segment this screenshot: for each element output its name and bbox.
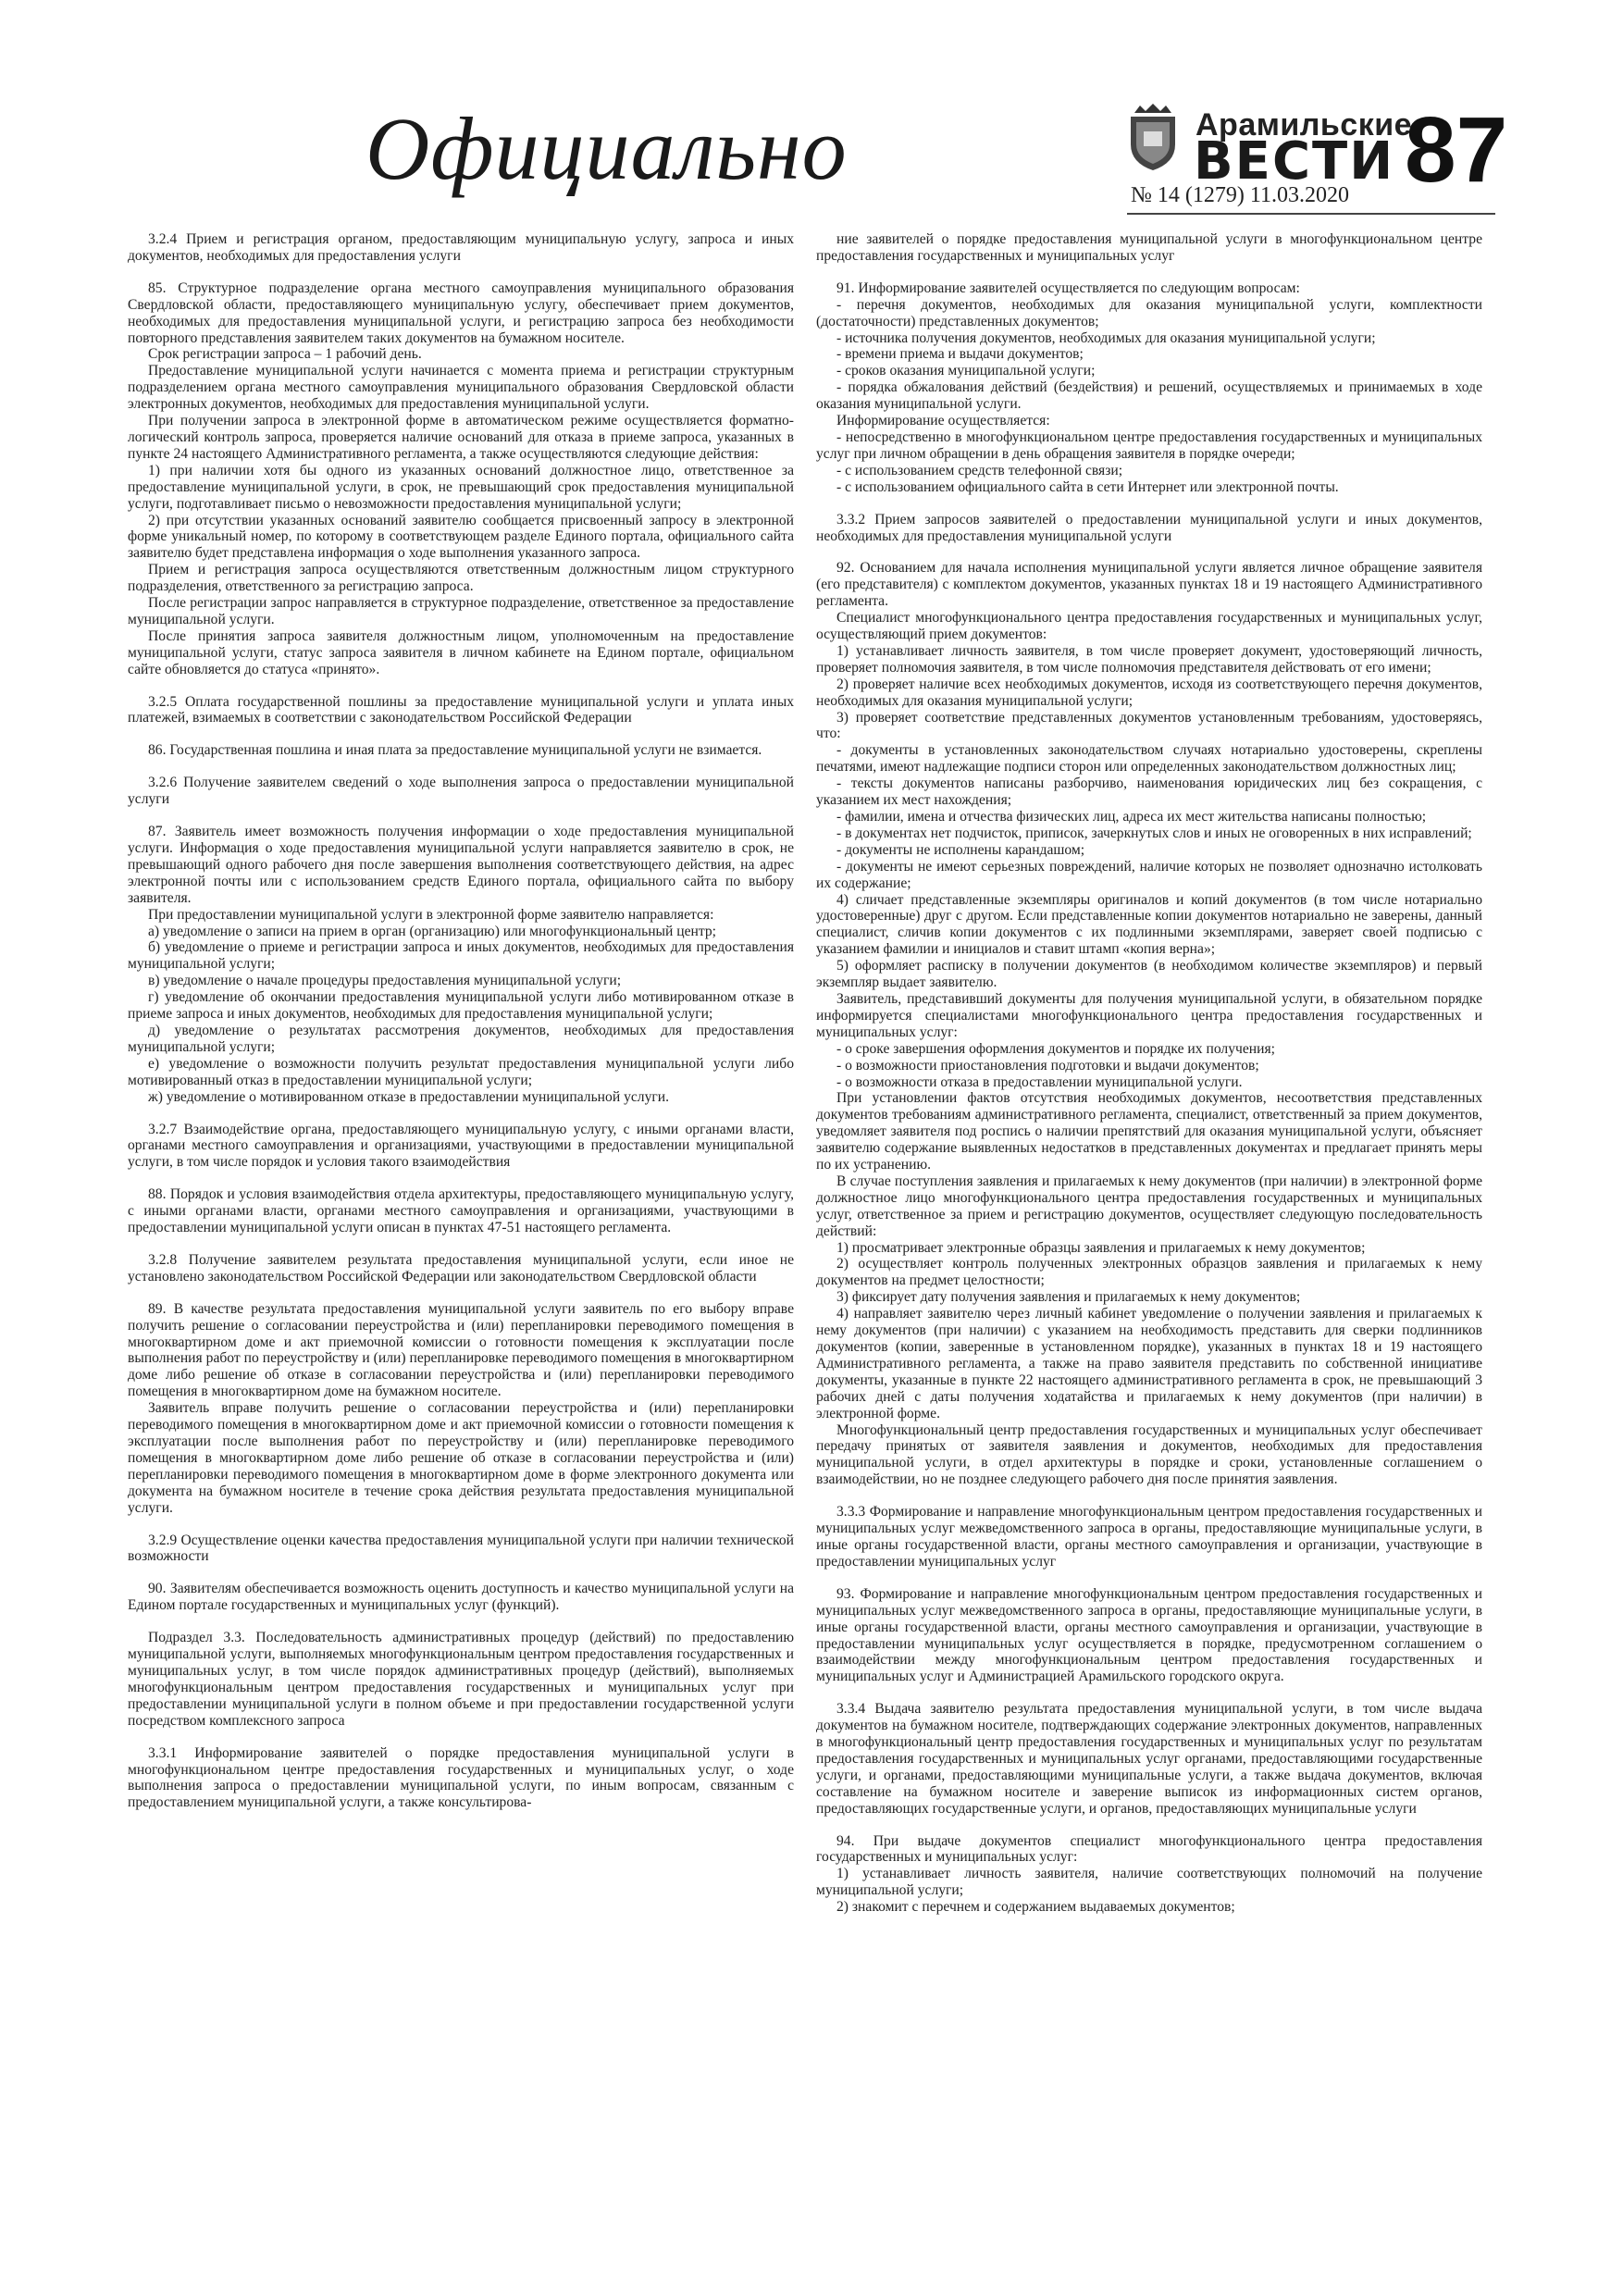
section-title: Официально xyxy=(365,99,848,198)
paragraph: 94. При выдаче документов специалист многофункционального центра предоставления государственных и муниципальных услуг: xyxy=(816,1832,1482,1866)
paragraph: 3.2.8 Получение заявителем результата предоставления муниципальной услуги, если иное не установлено законодательством Российской Федерации или законодательством Свердловской области xyxy=(128,1251,794,1285)
paragraph: 3.2.9 Осуществление оценки качества предоставления муниципальной услуги при наличии технической возможности xyxy=(128,1532,794,1565)
paragraph: В случае поступления заявления и прилагаемых к нему документов (при наличии) в электронной форме должностное лицо многофункционального центра предоставления государственных и муниципальных услуг, ответственное за прием и регистрацию документов, осуществляет следующую последовательность действий: xyxy=(816,1173,1482,1239)
paragraph: 3.2.4 Прием и регистрация органом, предоставляющим муниципальную услугу, запроса и иных документов, необходимых для предоставления услуги xyxy=(128,231,794,264)
paragraph: 2) при отсутствии указанных оснований заявителю сообщается присвоенный запросу в электронной форме уникальный номер, по которому в соответствующем разделе Единого портала, официального сайта заявителю будет представлена информация о ходе выполнения указанного запроса. xyxy=(128,512,794,562)
paragraph: После принятия запроса заявителя должностным лицом, уполномоченным на предоставление муниципальной услуги, статус запроса заявителя в личном кабинете на Едином портале, официальном сайте обновляется до статуса «принято». xyxy=(128,627,794,677)
paragraph: 5) оформляет расписку в получении документов (в необходимом количестве экземпляров) и первый экземпляр выдает заявителю. xyxy=(816,958,1482,991)
paragraph: 1) устанавливает личность заявителя, в том числе проверяет документ, удостоверяющий личность, проверяет полномочия заявителя, в том числе полномочия представителя действовать от его имени; xyxy=(816,642,1482,676)
paragraph: Специалист многофункционального центра предоставления государственных и муниципальных услуг, осуществляющий прием документов: xyxy=(816,610,1482,643)
paragraph: 3.2.7 Взаимодействие органа, предоставляющего муниципальную услугу, с иными органами власти, органами местного самоуправления и организациями, участвующими в предоставлении муниципальной услуги, в том числе порядок и условия такого взаимодействия xyxy=(128,1121,794,1171)
paragraph: - непосредственно в многофункциональном центре предоставления государственных и муниципальных услуг при личном обращении в день обращения заявителя в порядке очереди; xyxy=(816,428,1482,462)
paragraph: - о возможности отказа в предоставлении муниципальной услуги. xyxy=(836,1074,1243,1090)
paragraph: 3.2.6 Получение заявителем сведений о ходе выполнения запроса о предоставлении муниципальной услуги xyxy=(128,775,794,808)
paragraph: 86. Государственная пошлина и иная плата за предоставление муниципальной услуги не взимается. xyxy=(148,742,762,759)
paragraph: - документы в установленных законодательством случаях нотариально удостоверены, скреплены печатями, имеют надлежащие подписи сторон или определенных законодательством должностных лиц; xyxy=(816,742,1482,776)
issue-number-date: № 14 (1279) 11.03.2020 xyxy=(1131,183,1349,207)
paragraph: 3) фиксирует дату получения заявления и прилагаемых к нему документов; xyxy=(836,1289,1301,1306)
paragraph-gap xyxy=(128,759,794,775)
paragraph-gap xyxy=(816,1818,1482,1833)
brand-title: ВЕСТИ xyxy=(1194,131,1395,192)
paragraph: 2) проверяет наличие всех необходимых документов, исходя из соответствующего перечня документов, необходимых для оказания муниципальной услуги; xyxy=(816,676,1482,709)
paragraph-gap xyxy=(128,1285,794,1301)
coat-of-arms-icon xyxy=(1127,104,1179,172)
paragraph: Многофункциональный центр предоставления государственных и муниципальных услуг обеспечивает передачу принятых от заявителя заявления и документов, необходимых для предоставления муниципальной услуги, в отдел архитектуры в порядке и сроки, установленные соглашением о взаимодействии, но не позднее следующего рабочего дня после принятия заявления. xyxy=(816,1421,1482,1488)
paragraph: - с использованием официального сайта в сети Интернет или электронной почты. xyxy=(836,478,1339,495)
paragraph-gap xyxy=(128,1614,794,1630)
paragraph-gap xyxy=(816,1685,1482,1701)
paragraph: 3.3.2 Прием запросов заявителей о предоставлении муниципальной услуги и иных документов, необходимых для предоставления муниципальной услуги xyxy=(816,511,1482,544)
paragraph-gap xyxy=(816,265,1482,280)
paragraph: 3.3.1 Информирование заявителей о порядке предоставления муниципальной услуги в многофункциональном центре предоставления государственных и муниципальных услуг, о ходе выполнения запроса о предоставлении муниципальной услуги, по иным вопросам, связанным с предоставлением муниципальной услуги, а также консультирова- xyxy=(128,1744,794,1811)
paragraph-gap xyxy=(816,496,1482,512)
paragraph: При установлении фактов отсутствия необходимых документов, несоответствия представленных документов требованиям административного регламента, специалист, ответственный за прием документов, уведомляет заявителя под роспись о наличии препятствий для оказания муниципальной услуги, объясняет заявителю содержание выявленных недостатков в представленных документах и предлагает принять меры по их устранению. xyxy=(816,1090,1482,1173)
paragraph-gap xyxy=(816,544,1482,560)
paragraph: 3.3.4 Выдача заявителю результата предоставления муниципальной услуги, в том числе выдача документов на бумажном носителе, подтверждающих содержание электронных документов, направленных в многофункциональный центр предоставления государственных и муниципальных услуг по результатам предоставления государственных и муниципальных услуг органами, предоставляющими государственные услуги, и органами, предоставляющими муниципальные услуги, а также выдача документов, включая составление на бумажном носителе и заверение выписок из информационных систем органов, предоставляющих государственные услуги, и органов, предоставляющих муниципальные услуги xyxy=(816,1701,1482,1817)
paragraph: д) уведомление о результатах рассмотрения документов, необходимых для предоставления муниципальной услуги; xyxy=(128,1022,794,1055)
paragraph: - документы не имеют серьезных повреждений, наличие которых не позволяет однозначно истолковать их содержание; xyxy=(816,858,1482,891)
paragraph-gap xyxy=(816,1570,1482,1586)
paragraph: б) уведомление о приеме и регистрации запроса и иных документов, необходимых для предоставления муниципальной услуги; xyxy=(128,939,794,973)
paragraph: в) уведомление о начале процедуры предоставления муниципальной услуги; xyxy=(148,973,622,989)
paragraph-gap xyxy=(816,1488,1482,1504)
paragraph: 4) сличает представленные экземпляры оригиналов и копий документов (в том числе нотариально удостоверенные) друг с другом. Если представленные копии документов нотариально не заверены, данный специалист, сличив копии документов с их подлинными экземплярами, заверяет своей подписью с указанием фамилии и инициалов и ставит штамп «копия верна»; xyxy=(816,891,1482,958)
paragraph: - фамилии, имена и отчества физических лиц, адреса их мест жительства написаны полностью; xyxy=(836,809,1427,825)
paragraph-gap xyxy=(128,265,794,280)
paragraph: - документы не исполнены карандашом; xyxy=(836,841,1085,858)
paragraph: При получении запроса в электронной форме в автоматическом режиме осуществляется форматно-логический контроль запроса, проверяется наличие оснований для отказа в приеме запроса, указанных в пункте 24 настоящего Административного регламента, а также осуществляются следующие действия: xyxy=(128,413,794,462)
paragraph-gap xyxy=(128,1171,794,1186)
paragraph: 85. Структурное подразделение органа местного самоуправления муниципального образования Свердловской области, предоставляющего муниципальную услугу, обеспечивает прием документов, необходимых для предоставления муниципальной услуги, и регистрацию запроса без необходимости повторного представления заявителем таких документов на бумажном носителе. xyxy=(128,279,794,346)
paragraph: - порядка обжалования действий (бездействия) и решений, осуществляемых и принимаемых в ходе оказания муниципальной услуги. xyxy=(816,379,1482,413)
paragraph: 2) знакомит с перечнем и содержанием выдаваемых документов; xyxy=(836,1899,1235,1916)
paragraph: - сроков оказания муниципальной услуги; xyxy=(836,363,1096,379)
paragraph: Подраздел 3.3. Последовательность административных процедур (действий) по предоставлению муниципальной услуги, выполняемых многофункциональным центром предоставления государственных и муниципальных услуг, в том числе порядок административных процедур (действий), выполняемых многофункциональным центром предоставления государственных и муниципальных услуг при предоставлении муниципальной услуги в полном объеме и при предоставлении государственной услуги посредством комплексного запроса xyxy=(128,1630,794,1729)
brand-subtitle: Арамильские xyxy=(1196,107,1413,143)
paragraph: - тексты документов написаны разборчиво, наименования юридических лиц без сокращения, с указанием их мест нахождения; xyxy=(816,776,1482,809)
page-header xyxy=(0,0,1623,222)
paragraph: ние заявителей о порядке предоставления муниципальной услуги в многофункциональном центре предоставления государственных и муниципальных услуг xyxy=(816,231,1482,264)
paragraph-gap xyxy=(128,1730,794,1745)
paragraph: - перечня документов, необходимых для оказания муниципальной услуги, комплектности (достаточности) представленных документов; xyxy=(816,296,1482,329)
paragraph: 91. Информирование заявителей осуществляется по следующим вопросам: xyxy=(836,279,1300,296)
paragraph: - о сроке завершения оформления документов и порядке их получения; xyxy=(836,1040,1275,1057)
paragraph: 3) проверяет соответствие представленных документов установленным требованиям, удостоверяясь, что: xyxy=(816,709,1482,742)
paragraph: Прием и регистрация запроса осуществляются ответственным должностным лицом структурного подразделения, ответственного за регистрацию запроса. xyxy=(128,562,794,595)
page-number: 87 xyxy=(1405,98,1508,202)
paragraph-gap xyxy=(128,726,794,742)
paragraph-gap xyxy=(128,1517,794,1533)
paragraph: 87. Заявитель имеет возможность получения информации о ходе предоставления муниципальной услуги. Информация о ходе предоставления муниципальной услуги направляется заявителю в срок, не превышающий одного рабочего дня после завершения выполнения соответствующего действия, на адрес электронной почты или с использованием средств Единого портала, официального сайта по выбору заявителя. xyxy=(128,824,794,906)
right-text-column xyxy=(816,231,1482,2267)
paragraph: 88. Порядок и условия взаимодействия отдела архитектуры, предоставляющего муниципальную услугу, с иными органами власти, органами местного самоуправления и организациями, участвующими в предоставлении муниципальной услуги описан в пунктах 47-51 настоящего регламента. xyxy=(128,1186,794,1236)
paragraph: 2) осуществляет контроль полученных электронных образцов заявления и прилагаемых к нему документов на предмет целостности; xyxy=(816,1256,1482,1289)
paragraph: - о возможности приостановления подготовки и выдачи документов; xyxy=(836,1057,1259,1074)
paragraph: 93. Формирование и направление многофункциональным центром предоставления государственных и муниципальных услуг межведомственного запроса в органы, предоставляющие муниципальные услуги, в иные органы государственной власти, органы местного самоуправления и организации, участвующие в предоставлении муниципальных услуг осуществляется в порядке, предусмотренном соглашением о взаимодействии между многофункциональным центром предоставления государственных и муниципальных услуг и Администрацией Арамильского городского округа. xyxy=(816,1585,1482,1685)
paragraph-gap xyxy=(128,1236,794,1252)
paragraph: 3.3.3 Формирование и направление многофункциональным центром предоставления государственных и муниципальных услуг межведомственного запроса в органы, предоставляющие муниципальные услуги, в иные органы государственной власти, органы местного самоуправления и организации, участвующие в предоставлении муниципальных услуг xyxy=(816,1504,1482,1570)
paragraph: 4) направляет заявителю через личный кабинет уведомление о получении заявления и прилагаемых к нему документов (при наличии) с указанием на необходимость представить для сверки подлинников документов (копии, заверенные в установленном порядке), указанных в пунктах 18 и 19 настоящего Административного регламента, а также на право заявителя представить по собственной инициативе документы, указанные в пункте 22 настоящего административного регламента в срок, не превышающий 3 рабочих дней с даты получения ходатайства и прилагаемых к нему документов (при наличии) в электронной форме. xyxy=(816,1306,1482,1421)
paragraph-gap xyxy=(128,1565,794,1581)
paragraph: 89. В качестве результата предоставления муниципальной услуги заявитель по его выбору вправе получить решение о согласовании переустройства и (или) перепланировки переводимого помещения в многоквартирном доме и акт приемочной комиссии о готовности помещения к эксплуатации после выполнения работ по переустройству и (или) перепланировке переводимого помещения в многоквартирном доме либо решение об отказе в согласовании переустройства и (или) перепланировки переводимого помещения в многоквартирном доме на бумажном носителе. xyxy=(128,1300,794,1400)
paragraph: ж) уведомление о мотивированном отказе в предоставлении муниципальной услуги. xyxy=(148,1088,670,1105)
header-rule xyxy=(1127,213,1495,215)
paragraph: 1) устанавливает личность заявителя, наличие соответствующих полномочий на получение муниципальной услуги; xyxy=(816,1866,1482,1899)
paragraph: - с использованием средств телефонной связи; xyxy=(836,462,1123,478)
paragraph: Информирование осуществляется: xyxy=(836,413,1050,429)
paragraph: 1) просматривает электронные образцы заявления и прилагаемых к нему документов; xyxy=(836,1239,1366,1256)
paragraph-gap xyxy=(128,1106,794,1122)
paragraph: - в документах нет подчисток, приписок, зачеркнутых слов и иных не оговоренных в них исправлений; xyxy=(836,825,1472,841)
paragraph: е) уведомление о возможности получить результат предоставления муниципальной услуги либо мотивированный отказ в предоставлении муниципальной услуги; xyxy=(128,1055,794,1088)
paragraph: 1) при наличии хотя бы одного из указанных оснований должностное лицо, ответственное за предоставление муниципальной услуги, в срок, не превышающий срок предоставления муниципальной услуги, подготавливает письмо о невозможности предоставления муниципальной услуги; xyxy=(128,462,794,512)
paragraph: При предоставлении муниципальной услуги в электронной форме заявителю направляется: xyxy=(148,906,714,923)
paragraph: а) уведомление о записи на прием в орган (организацию) или многофункциональный центр; xyxy=(148,923,717,939)
paragraph: Предоставление муниципальной услуги начинается с момента приема и регистрации структурным подразделением органа местного самоуправления муниципального образования Свердловской области электронных документов, необходимых для предоставления муниципальной услуги. xyxy=(128,363,794,413)
paragraph: - времени приема и выдачи документов; xyxy=(836,346,1084,363)
paragraph: 90. Заявителям обеспечивается возможность оценить доступность и качество муниципальной услуги на Едином портале государственных и муниципальных услуг (функций). xyxy=(128,1581,794,1614)
paragraph-gap xyxy=(128,678,794,694)
paragraph: 92. Основанием для начала исполнения муниципальной услуги является личное обращение заявителя (его представителя) с комплектом документов, указанных пунктах 18 и 19 настоящего Административного регламента. xyxy=(816,560,1482,610)
paragraph: г) уведомление об окончании предоставления муниципальной услуги либо мотивированном отказе в приеме запроса и иных документов, необходимых для предоставления муниципальной услуги; xyxy=(128,989,794,1023)
paragraph-gap xyxy=(128,808,794,824)
paragraph: 3.2.5 Оплата государственной пошлины за предоставление муниципальной услуги и уплата иных платежей, взимаемых в соответствии с законодательством Российской Федерации xyxy=(128,693,794,726)
paragraph: Срок регистрации запроса – 1 рабочий день. xyxy=(148,346,422,363)
paragraph: Заявитель, представивший документы для получения муниципальной услуги, в обязательном порядке информируется специалистами многофункционального центра предоставления государственных и муниципальных услуг: xyxy=(816,990,1482,1040)
paragraph: Заявитель вправе получить решение о согласовании переустройства и (или) перепланировки переводимого помещения в многоквартирном доме и акт приемочной комиссии о готовности помещения к эксплуатации после выполнения работ по переустройству и (или) перепланировке переводимого помещения в многоквартирном доме либо решение об отказе в согласовании переустройства и (или) перепланировки переводимого помещения в многоквартирном доме в форме электронного документа или документа на бумажном носителе в течение срока действия результата предоставления муниципальной услуги. xyxy=(128,1400,794,1516)
paragraph: - источника получения документов, необходимых для оказания муниципальной услуги; xyxy=(836,329,1376,346)
left-text-column xyxy=(128,231,794,2267)
paragraph: После регистрации запрос направляется в структурное подразделение, ответственное за предоставление муниципальной услуги. xyxy=(128,595,794,627)
